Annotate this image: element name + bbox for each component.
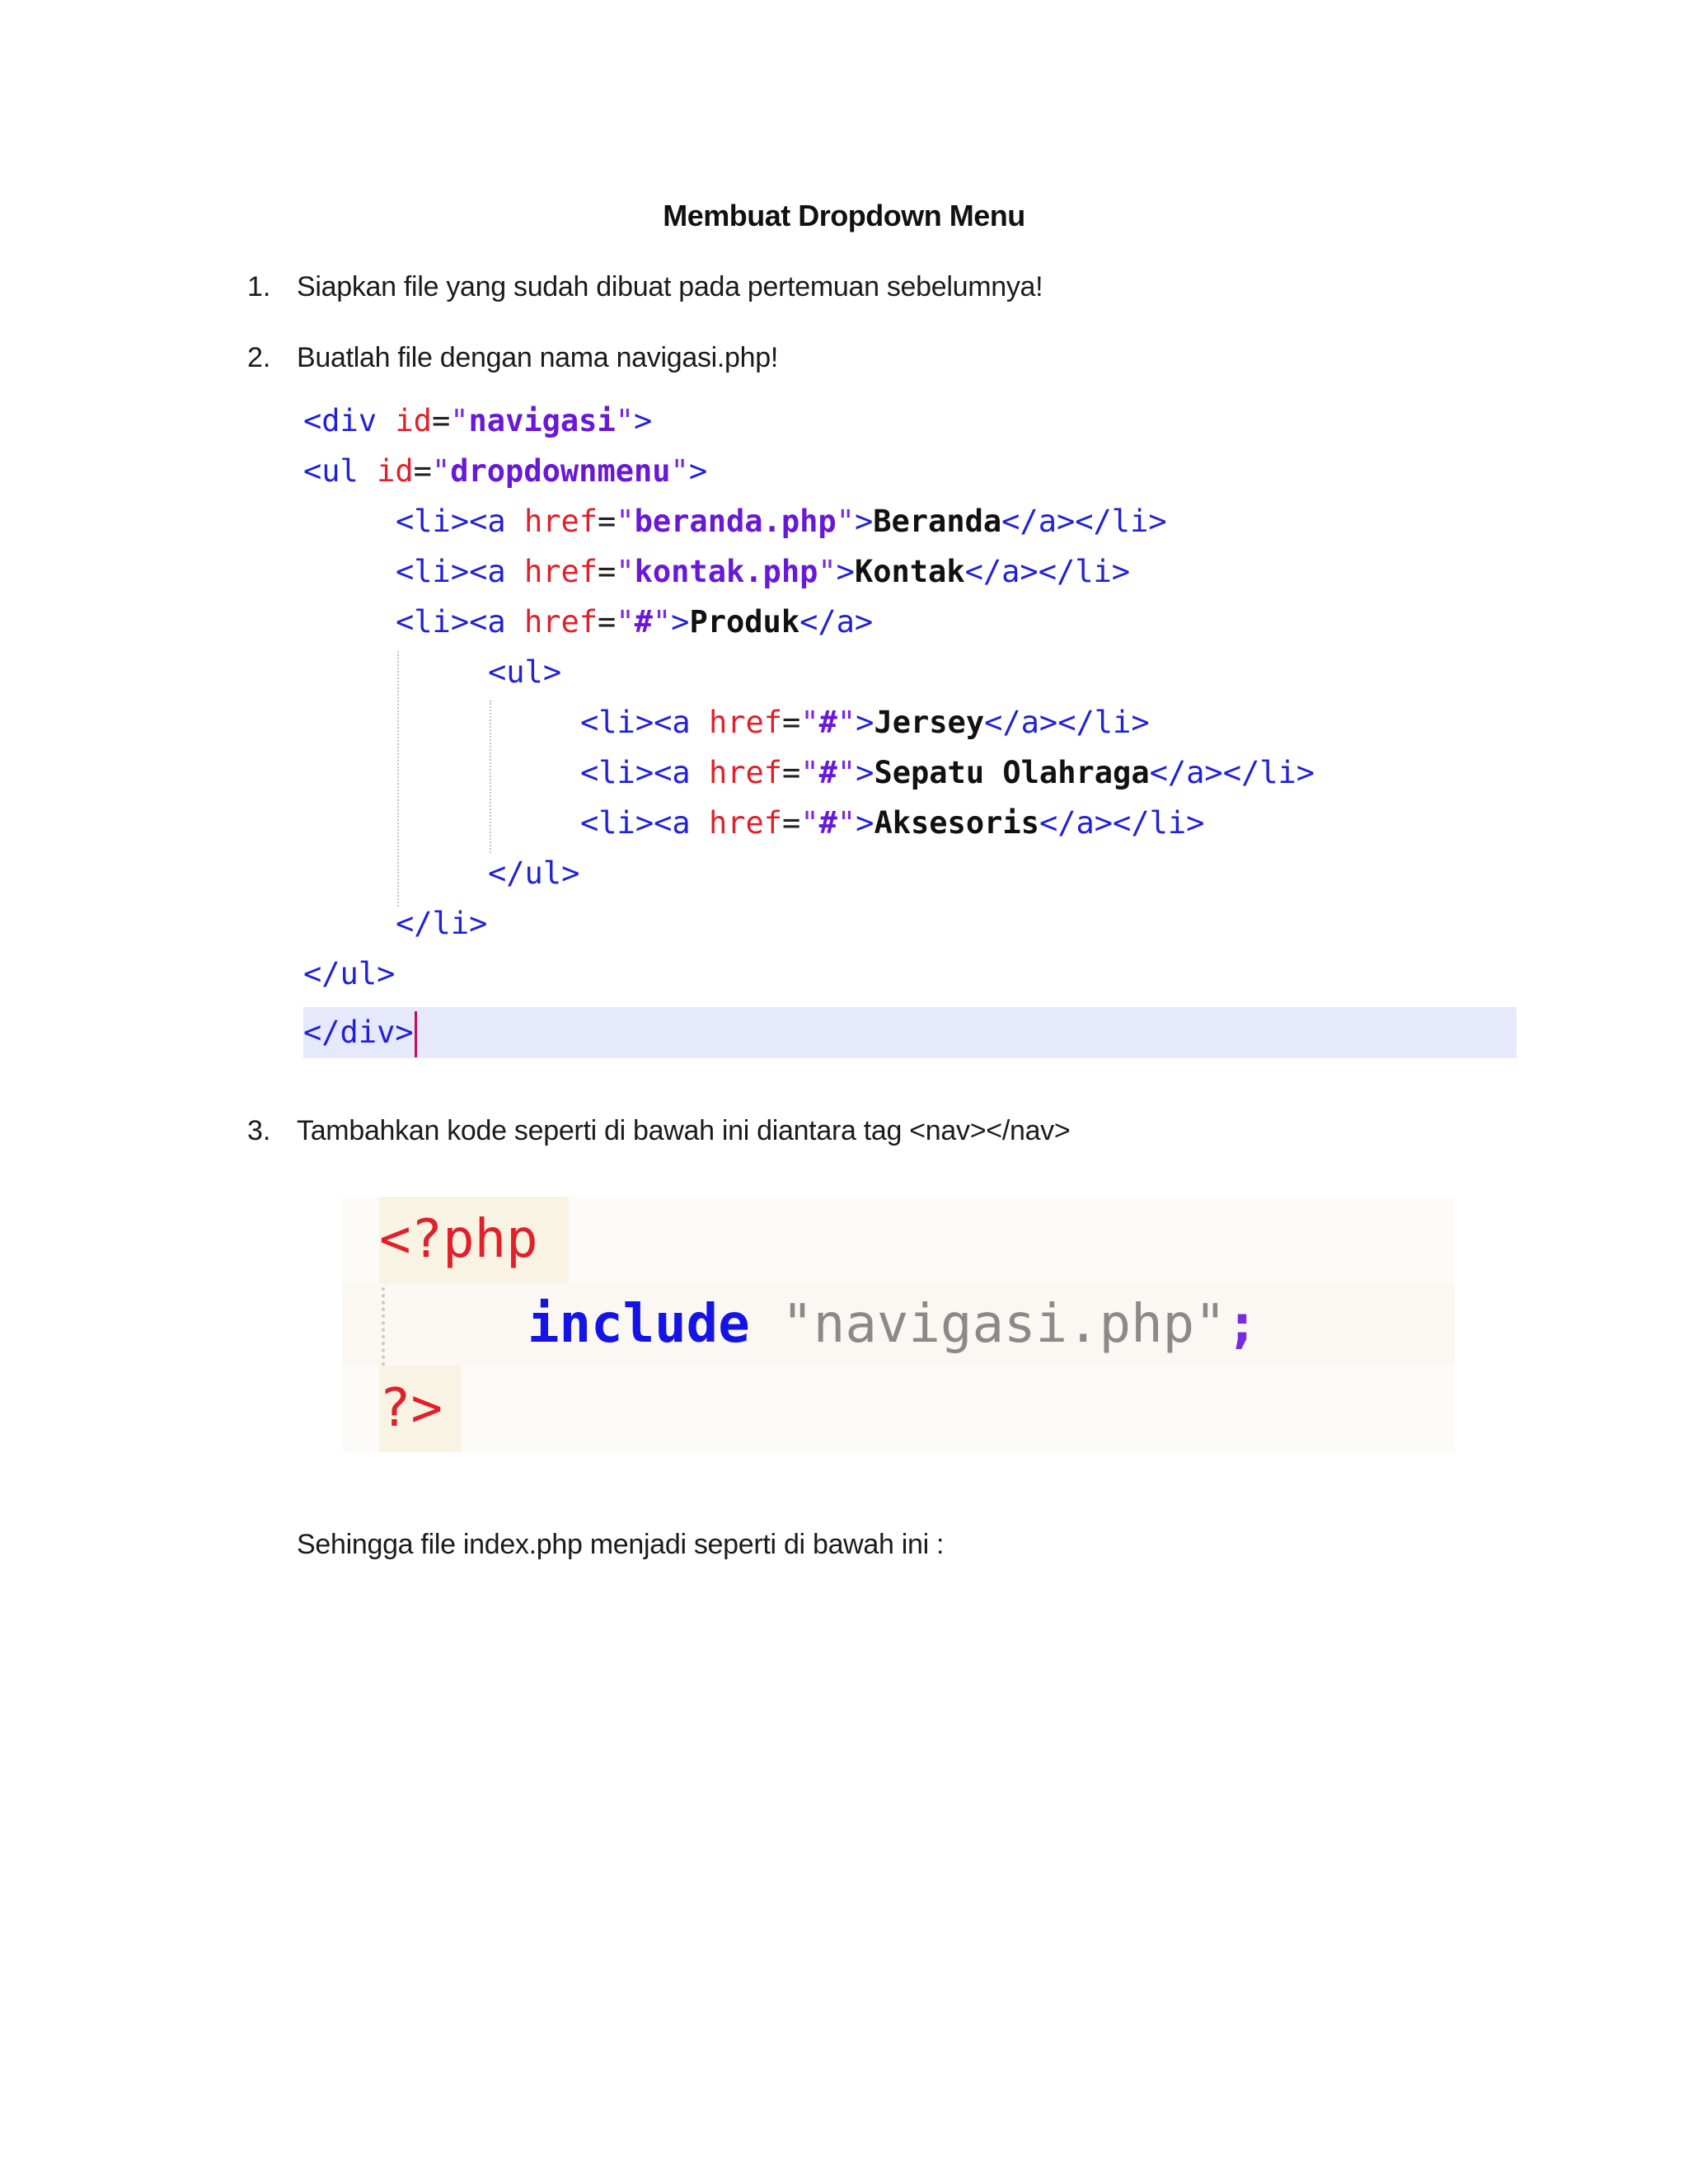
- code-line-ul-open: <ul id="dropdownmenu">: [303, 453, 708, 489]
- indent-guide: [382, 1287, 385, 1366]
- href-value: kontak.php: [634, 554, 818, 589]
- code-block-include: [342, 1197, 1455, 1452]
- link-label: Sepatu Olahraga: [874, 755, 1150, 790]
- step-text: Siapkan file yang sudah dibuat pada pertemuan sebelumnya!: [297, 271, 1043, 302]
- step-text: Buatlah file dengan nama navigasi.php!: [297, 342, 779, 373]
- include-keyword: include: [528, 1294, 750, 1355]
- link-label: Aksesoris: [874, 805, 1039, 841]
- indent-guide: [490, 701, 491, 853]
- current-line-highlight: [303, 1007, 1517, 1058]
- semicolon: ;: [1226, 1294, 1259, 1355]
- href-value: beranda.php: [634, 504, 837, 539]
- code-line-subitem: <li><a href="#">Sepatu Olahraga</a></li>: [580, 755, 1315, 790]
- href-value: #: [818, 705, 837, 740]
- code-line-item: <li><a href="#">Produk</a>: [396, 604, 874, 640]
- php-close-tag: ?>: [379, 1378, 443, 1439]
- code-line-subul-close: </ul>: [488, 855, 580, 891]
- closing-text: Sehingga file index.php menjadi seperti di bawah ini :: [297, 1529, 945, 1560]
- indent-guide: [397, 651, 399, 907]
- document-title: Membuat Dropdown Menu: [663, 199, 1025, 232]
- code-line-div-open: <div id="navigasi">: [303, 403, 653, 438]
- code-line-li-close: </li>: [396, 906, 488, 941]
- link-label: Jersey: [874, 705, 985, 740]
- code-line-item: <li><a href="kontak.php">Kontak</a></li>: [396, 554, 1131, 589]
- code-line-ul-close: </ul>: [303, 956, 396, 991]
- include-line: [528, 1283, 1258, 1366]
- link-label: Beranda: [873, 504, 1002, 539]
- text-cursor: [415, 1011, 417, 1057]
- step-text: Tambahkan kode seperti di bawah ini diantara tag <nav></nav>: [297, 1115, 1071, 1146]
- code-line-subitem: <li><a href="#">Aksesoris</a></li>: [580, 805, 1205, 841]
- step-number: 1.: [247, 271, 271, 302]
- ul-id-value: dropdownmenu: [450, 453, 671, 489]
- code-line-subul-open: <ul>: [488, 654, 562, 690]
- php-open-tag: <?php: [379, 1209, 538, 1270]
- step-number: 2.: [247, 342, 271, 373]
- code-block-navigasi: [303, 396, 1517, 1062]
- include-filename: "navigasi.php": [781, 1294, 1226, 1355]
- href-value: #: [818, 805, 837, 841]
- code-line-item: <li><a href="beranda.php">Beranda</a></li>: [396, 504, 1167, 539]
- step-number: 3.: [247, 1115, 271, 1146]
- href-value: #: [818, 755, 837, 790]
- code-line-div-close: </div>: [303, 1007, 417, 1057]
- code-line-subitem: <li><a href="#">Jersey</a></li>: [580, 705, 1150, 740]
- link-label: Kontak: [854, 554, 965, 589]
- div-id-value: navigasi: [468, 403, 616, 438]
- link-label: Produk: [689, 604, 800, 640]
- href-value: #: [634, 604, 653, 640]
